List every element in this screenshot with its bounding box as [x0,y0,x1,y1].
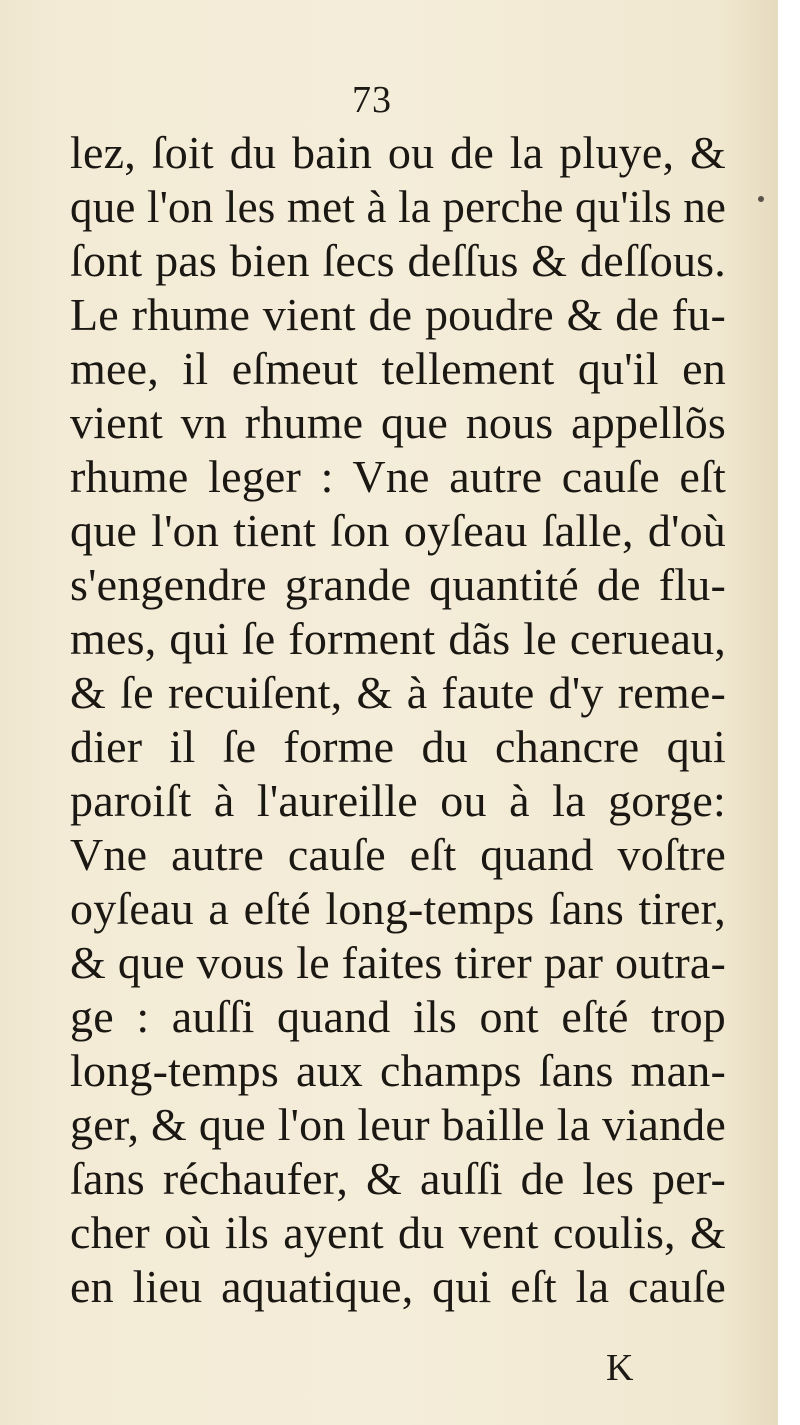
text-line: & que vous le faites tirer par outra- [70,937,726,988]
text-line: Le rhume vient de poudre & de fu- [70,289,726,340]
text-line: en lieu aquatique, qui eſt la cauſe [70,1261,726,1312]
text-line: mee, il eſmeut tellement qu'il en [70,343,726,394]
text-line: mes, qui ſe forment dãs le cerueau, [70,613,726,664]
text-line: dier il ſe forme du chancre qui [70,721,726,772]
text-line: & ſe recuiſent, & à faute d'y reme- [70,667,726,718]
text-line: ſont pas bien ſecs deſſus & deſſous. [70,235,726,286]
text-line: paroiſt à l'aureille ou à la gorge: [70,775,726,826]
text-line: lez, ſoit du bain ou de la pluye, & [70,127,726,178]
text-line: rhume leger : Vne autre cauſe eſt [70,451,726,502]
text-line: que l'on les met à la perche qu'ils ne [70,182,727,232]
text-line: cher où ils ayent du vent coulis, & [70,1207,726,1258]
page-number: 73 [352,79,392,121]
page-margin [778,0,800,1425]
text-line: s'engendre grande quantité de flu- [70,559,726,610]
text-line: long-temps aux champs ſans man- [70,1045,726,1096]
text-line: ſans réchaufer, & auſſi de les per- [70,1153,726,1204]
text-line: Vne autre cauſe eſt quand voſtre [70,829,726,880]
text-line: oyſeau a eſté long-temps ſans tirer, [70,883,726,934]
text-line: vient vn rhume que nous appellõs [70,397,726,448]
body-text [70,126,726,1314]
signature-mark: K [606,1347,634,1389]
text-line: ge : auſſi quand ils ont eſté trop [70,991,726,1042]
text-line: que l'on tient ſon oyſeau ſalle, d'où [70,505,726,556]
ink-speck [758,196,764,202]
text-line: ger, & que l'on leur baille la viande [70,1099,726,1150]
